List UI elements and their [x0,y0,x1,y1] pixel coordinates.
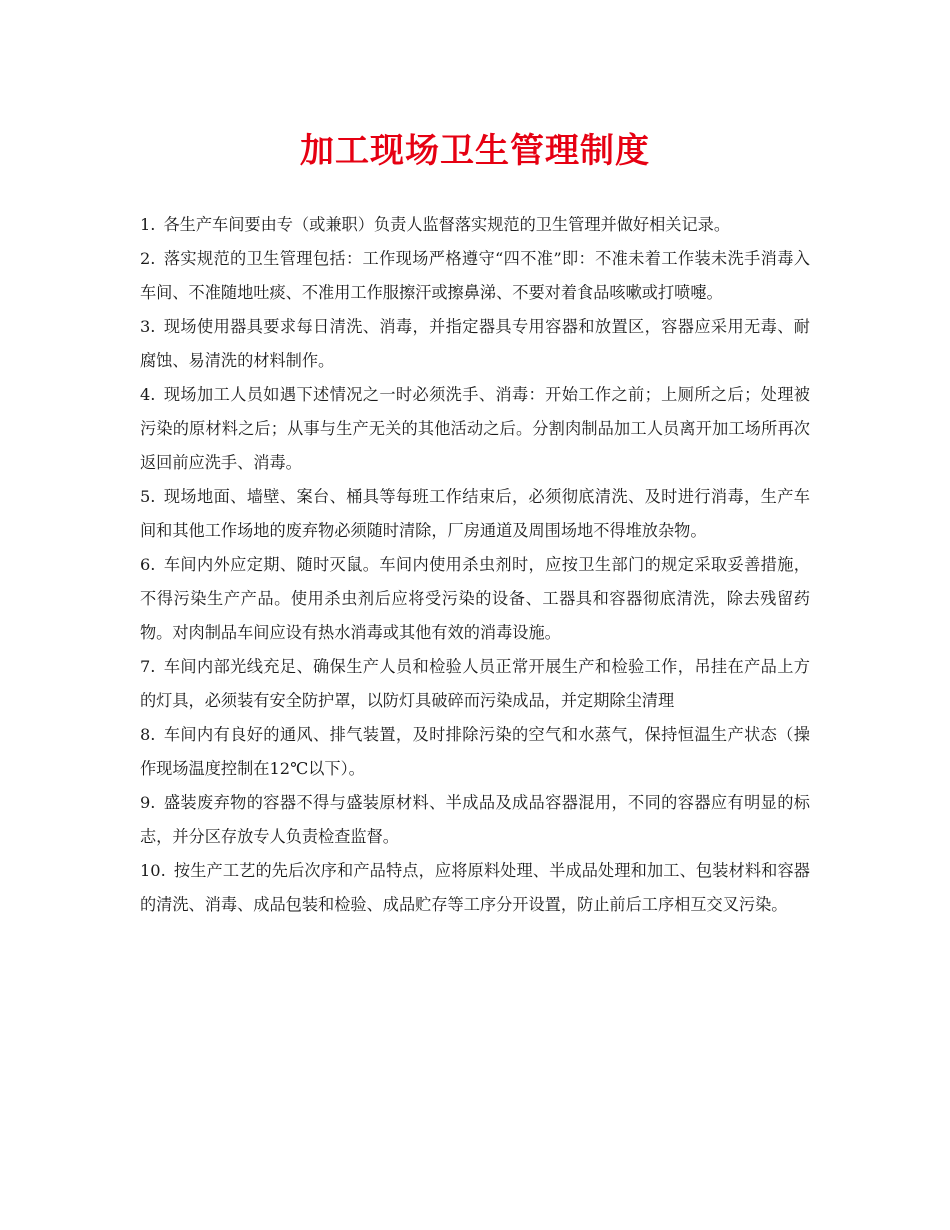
rule-number: 3. [140,317,156,336]
rule-text: 车间内有良好的通风、排气装置，及时排除污染的空气和水蒸气，保持恒温生产状态（操作现场温度控制在12℃以下）。 [140,725,810,778]
rule-text: 按生产工艺的先后次序和产品特点，应将原料处理、半成品处理和加工、包装材料和容器的清洗、消毒、成品包装和检验、成品贮存等工序分开设置，防止前后工序相互交叉污染。 [140,861,810,914]
rule-item-3 [140,310,810,378]
rule-item-9 [140,786,810,854]
document-title: 加工现场卫生管理制度 [300,131,650,171]
rule-item-4 [140,378,810,480]
rule-text: 现场加工人员如遇下述情况之一时必须洗手、消毒：开始工作之前；上厕所之后；处理被污染的原材料之后；从事与生产无关的其他活动之后。分割肉制品加工人员离开加工场所再次返回前应洗手、消毒。 [140,385,810,472]
rule-item-2 [140,242,810,310]
rule-text: 落实规范的卫生管理包括：工作现场严格遵守“四不准”即：不准未着工作装未洗手消毒入车间、不准随地吐痰、不准用工作服擦汗或擦鼻涕、不要对着食品咳嗽或打喷嚏。 [140,249,810,302]
rule-text: 车间内外应定期、随时灭鼠。车间内使用杀虫剂时，应按卫生部门的规定采取妥善措施，不得污染生产产品。使用杀虫剂后应将受污染的设备、工器具和容器彻底清洗，除去残留药物。对肉制品车间应设有热水消毒或其他有效的消毒设施。 [140,555,810,642]
rule-number: 2. [140,249,156,268]
rule-item-7 [140,650,810,718]
rule-text: 现场地面、墙壁、案台、桶具等每班工作结束后，必须彻底清洗、及时进行消毒，生产车间和其他工作场地的废弃物必须随时清除，厂房通道及周围场地不得堆放杂物。 [140,487,810,540]
rule-text: 现场使用器具要求每日清洗、消毒，并指定器具专用容器和放置区，容器应采用无毒、耐腐蚀、易清洗的材料制作。 [140,317,810,370]
rule-item-1 [140,208,810,242]
rule-number: 5. [140,487,156,506]
rule-list [140,208,810,922]
rule-number: 1. [140,215,156,234]
rule-item-6 [140,548,810,650]
rule-text: 各生产车间要由专（或兼职）负责人监督落实规范的卫生管理并做好相关记录。 [163,215,731,234]
rule-number: 4. [140,385,156,404]
rule-number: 10. [140,861,166,880]
rule-number: 6. [140,555,156,574]
rule-text: 车间内部光线充足、确保生产人员和检验人员正常开展生产和检验工作，吊挂在产品上方的灯具，必须装有安全防护罩，以防灯具破碎而污染成品，并定期除尘清理 [140,657,810,710]
rule-number: 9. [140,793,156,812]
rule-item-8 [140,718,810,786]
rule-item-5 [140,480,810,548]
rule-item-10 [140,854,810,922]
rule-number: 8. [140,725,156,744]
rule-number: 7. [140,657,156,676]
rule-text: 盛装废弃物的容器不得与盛装原材料、半成品及成品容器混用，不同的容器应有明显的标志，并分区存放专人负责检查监督。 [140,793,810,846]
